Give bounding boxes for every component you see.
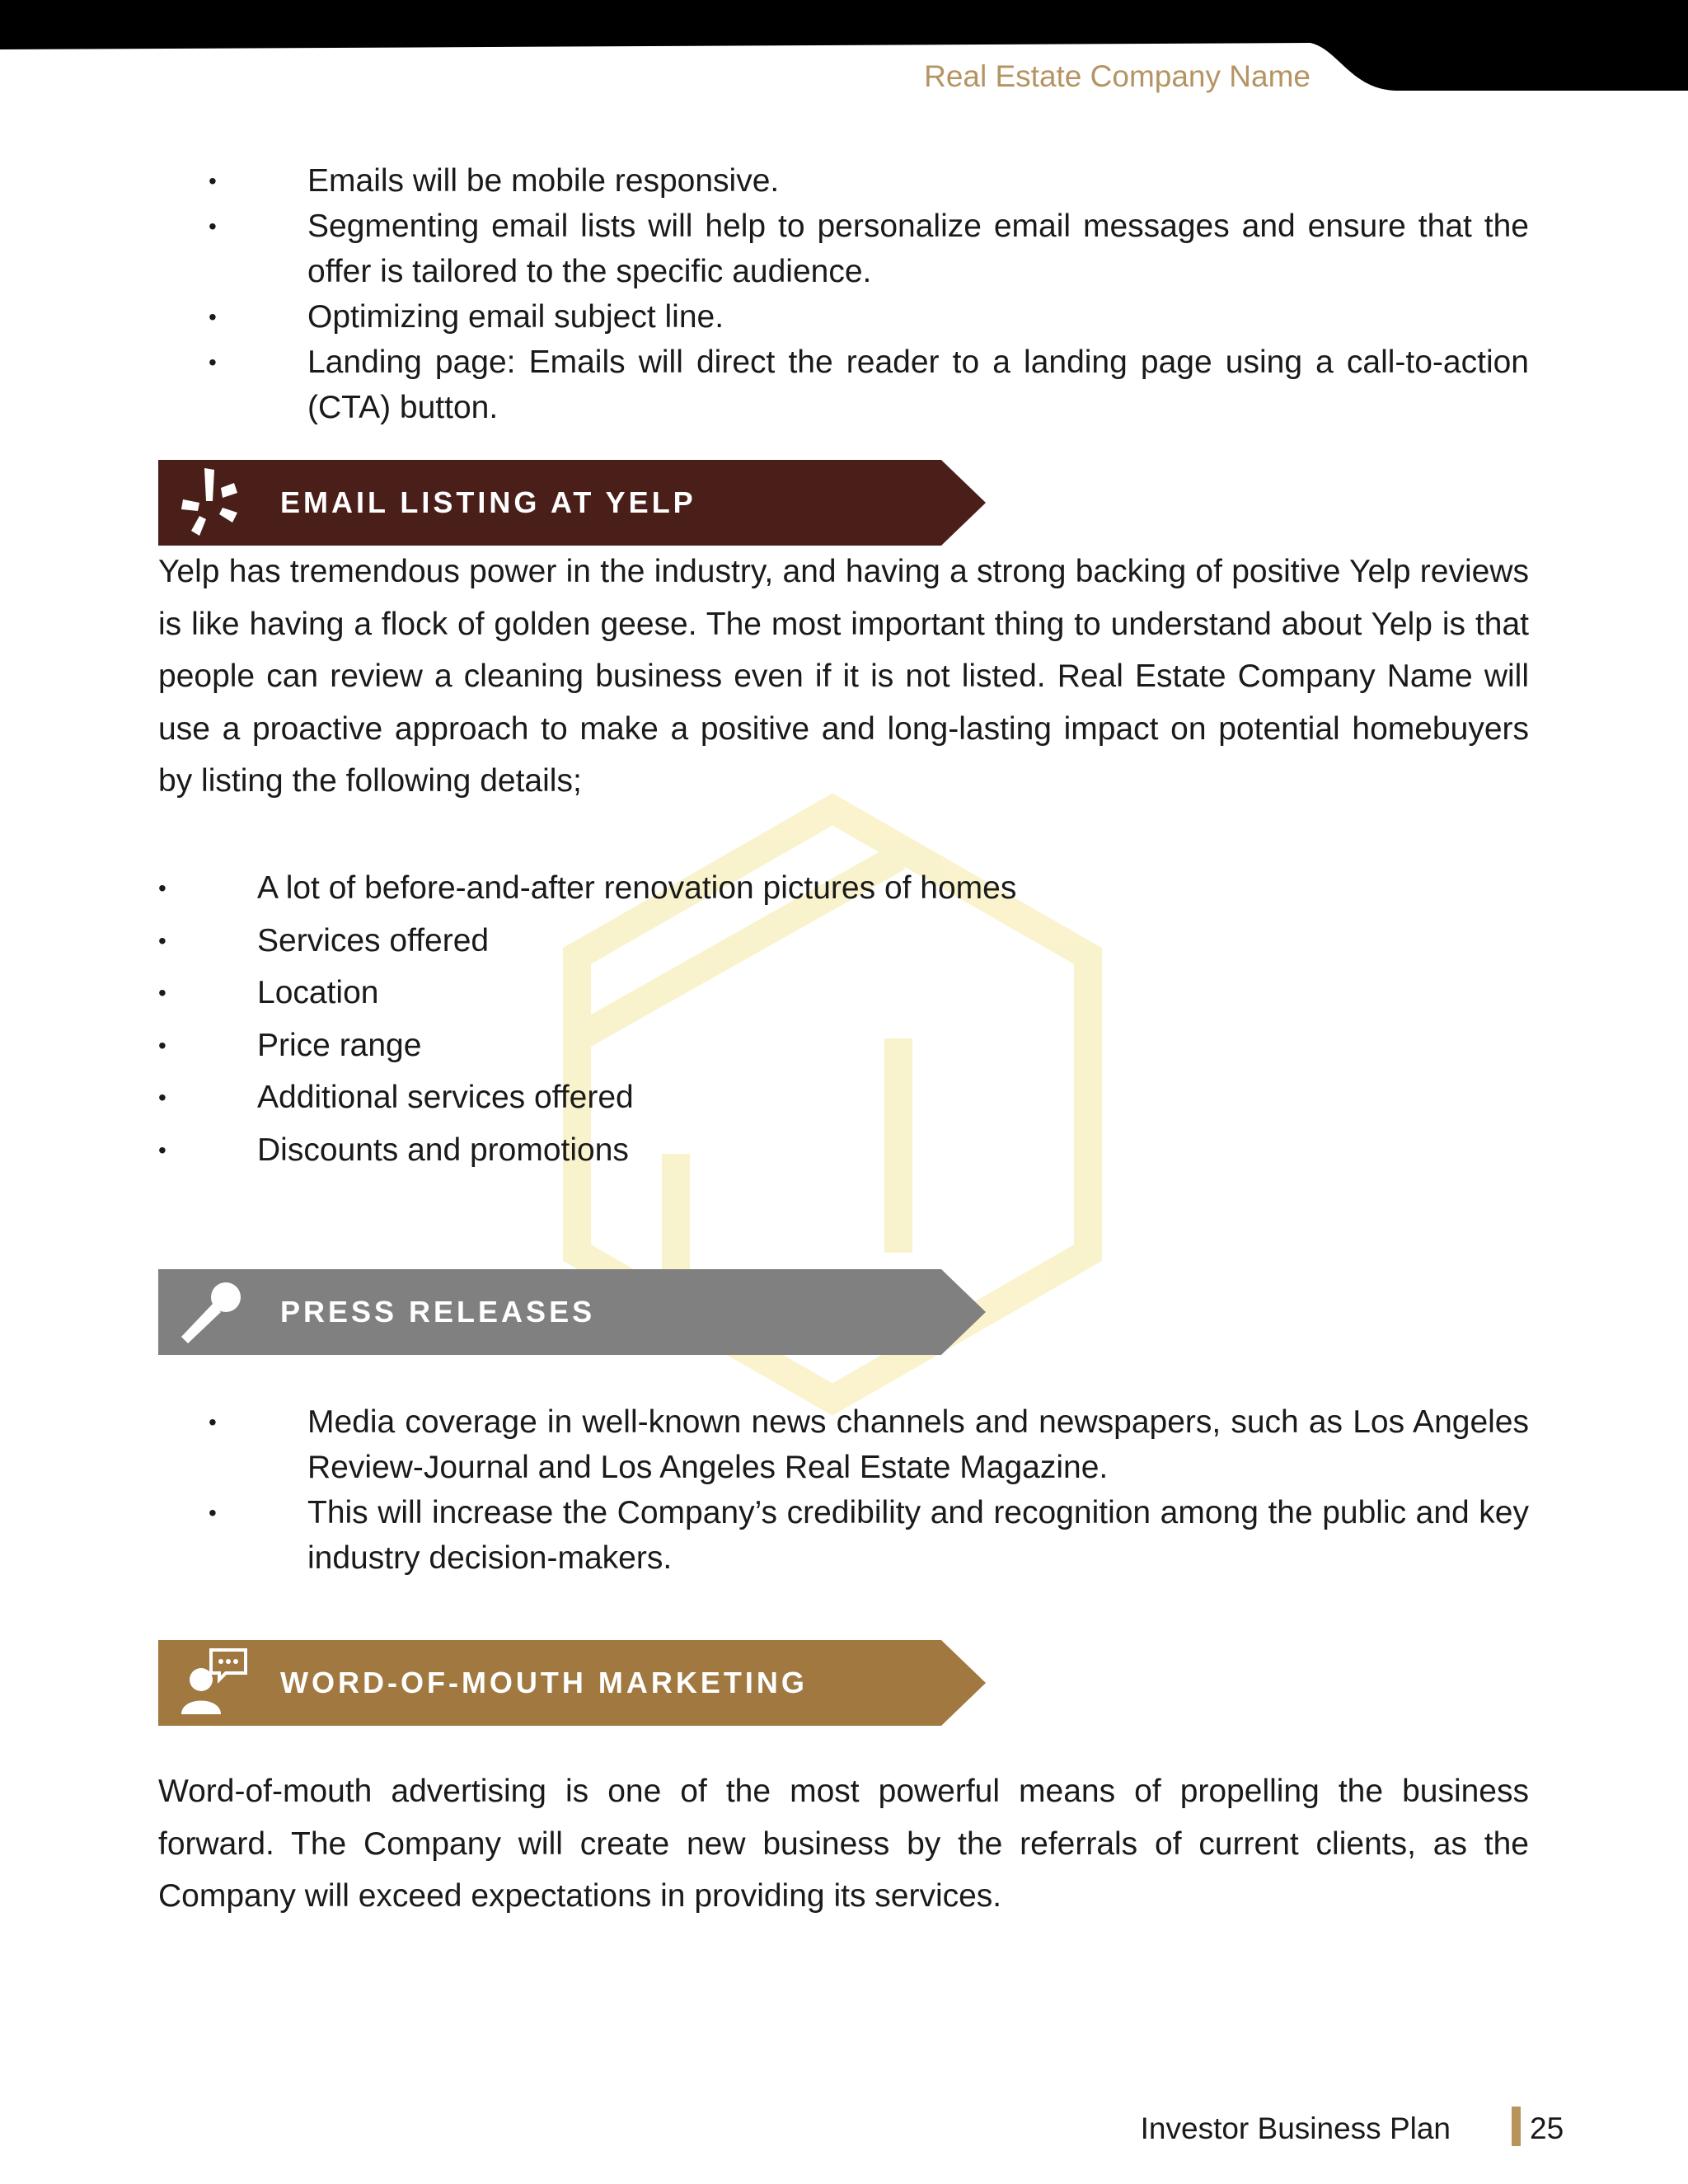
section-title: EMAIL LISTING AT YELP	[280, 485, 696, 519]
list-item: • A lot of before-and-after renovation pictures of homes	[158, 870, 1017, 906]
microphone-icon	[175, 1274, 251, 1350]
section-banner-yelp	[158, 460, 986, 546]
section-title: PRESS RELEASES	[280, 1295, 596, 1329]
list-item: • This will increase the Company’s credibility and recognition among the public and key industry decision-makers.	[209, 1495, 1529, 1576]
section-banner-word-of-mouth	[158, 1640, 986, 1726]
page-number: 25	[1530, 2111, 1564, 2145]
press-list	[209, 1399, 1529, 1581]
list-item: • Optimizing email subject line.	[209, 299, 724, 335]
footer-accent-bar	[1512, 2107, 1521, 2146]
list-item: • Additional services offered	[158, 1080, 634, 1115]
section-title: WORD-OF-MOUTH MARKETING	[280, 1666, 808, 1699]
list-item: • Location	[158, 975, 379, 1010]
list-item: • Media coverage in well-known news channels and newspapers, such as Los Angeles Review-Journal and Los Angeles Real Estate Magazine.	[209, 1404, 1529, 1485]
yelp-paragraph: Yelp has tremendous power in the industry, and having a strong backing of positive Yelp reviews is like having a flock of golden geese. The most important thing to understand about Yelp is that people can review a cleaning business even if it is not listed. Real Estate Company Name will use a proactive approach to make a positive and long-lasting impact on potential homebuyers by listing the following details;	[158, 554, 1529, 799]
header-band	[0, 0, 1688, 99]
yelp-details-list	[158, 862, 1246, 1176]
header-company-name: Real Estate Company Name	[924, 59, 1311, 93]
email-benefits-list	[209, 158, 1529, 430]
word-of-mouth-paragraph: Word-of-mouth advertising is one of the most powerful means of propelling the business forward. The Company will create new business by the referrals of current clients, as the Company will exceed expectations in providing its services.	[158, 1774, 1529, 1914]
yelp-icon	[175, 465, 251, 541]
list-item: • Landing page: Emails will direct the reader to a landing page using a call-to-action (CTA) button.	[209, 344, 1529, 425]
footer-label: Investor Business Plan	[1140, 2111, 1451, 2145]
list-item: • Emails will be mobile responsive.	[209, 163, 780, 199]
speech-person-icon	[175, 1645, 251, 1721]
list-item: • Segmenting email lists will help to personalize email messages and ensure that the offer is tailored to the specific audience.	[209, 209, 1529, 289]
list-item: • Services offered	[158, 922, 490, 958]
section-banner-press	[158, 1269, 986, 1355]
list-item: • Price range	[158, 1027, 422, 1063]
list-item: • Discounts and promotions	[158, 1132, 629, 1168]
